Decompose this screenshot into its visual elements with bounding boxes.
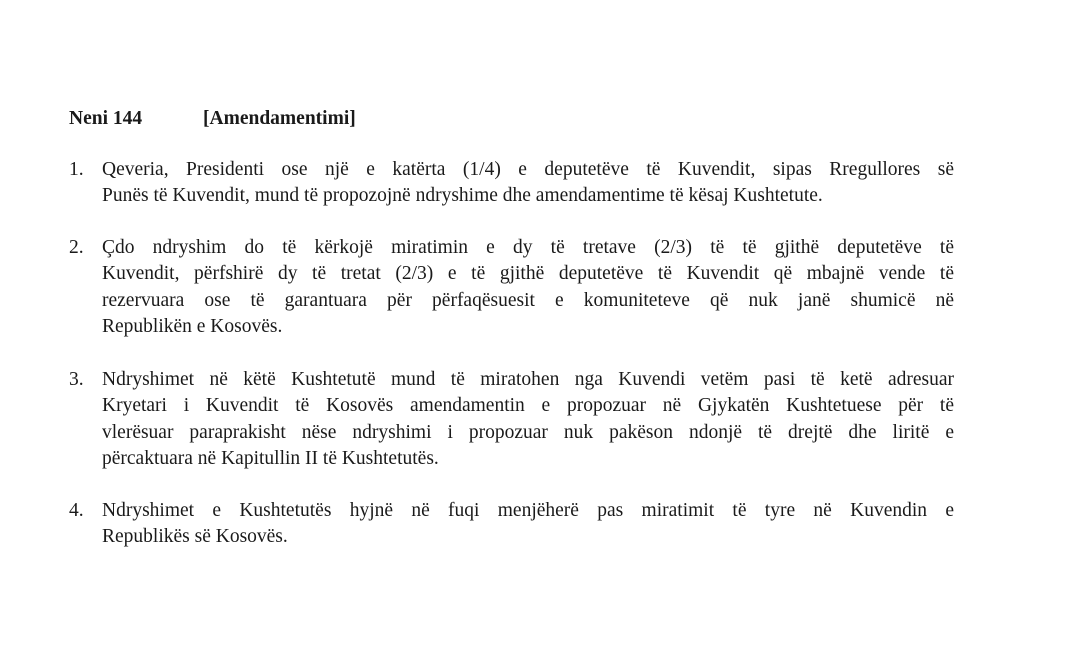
- article-number: Neni 144: [69, 108, 143, 129]
- clause-4: [69, 498, 954, 551]
- clause-line: Republikën e Kosovës.: [102, 315, 283, 337]
- clause-line: vlerësuar paraprakisht nëse ndryshimi i propozuar nuk pakëson ndonjë të drejtë dhe liritë e: [102, 421, 954, 443]
- clause-text: [102, 367, 954, 472]
- clause-line: Qeveria, Presidenti ose një e katërta (1/4) e deputetëve të Kuvendit, sipas Rregullores së: [102, 159, 954, 180]
- clause-line: rezervuara ose të garantuara për përfaqësuesit e komuniteteve që nuk janë shumicë në: [102, 289, 954, 311]
- clause-line: Republikës së Kosovës.: [102, 526, 288, 548]
- clause-text: [102, 235, 954, 340]
- article-title: [Amendamentimi]: [203, 108, 356, 129]
- clause-line: Ndryshimet e Kushtetutës hyjnë në fuqi menjëherë pas miratimit të tyre në Kuvendin e: [102, 500, 954, 521]
- clause-line: Çdo ndryshim do të kërkojë miratimin e dy të tretave (2/3) të të gjithë deputetëve të: [102, 237, 954, 258]
- clause-2: [69, 235, 954, 340]
- clause-number: 2.: [69, 237, 84, 258]
- clause-line: Kuvendit, përfshirë dy të tretat (2/3) e të gjithë deputetëve të Kuvendit që mbajnë vende të: [102, 263, 954, 285]
- clause-line: Ndryshimet në këtë Kushtetutë mund të miratohen nga Kuvendi vetëm pasi të ketë adresuar: [102, 369, 954, 390]
- clause-number: 3.: [69, 369, 84, 390]
- clause-text: [102, 498, 954, 551]
- clause-line: Punës të Kuvendit, mund të propozojnë ndryshime dhe amendamentime të kësaj Kushtetute.: [102, 185, 823, 207]
- clause-3: [69, 367, 954, 472]
- clause-number: 4.: [69, 500, 84, 521]
- article-heading: [69, 107, 356, 131]
- clause-1: [69, 157, 954, 210]
- clause-line: Kryetari i Kuvendit të Kosovës amendamentin e propozuar në Gjykatën Kushtetuese për të: [102, 395, 954, 417]
- clause-number: 1.: [69, 159, 84, 180]
- clause-text: [102, 157, 954, 210]
- clause-line: përcaktuara në Kapitullin II të Kushtetutës.: [102, 447, 439, 469]
